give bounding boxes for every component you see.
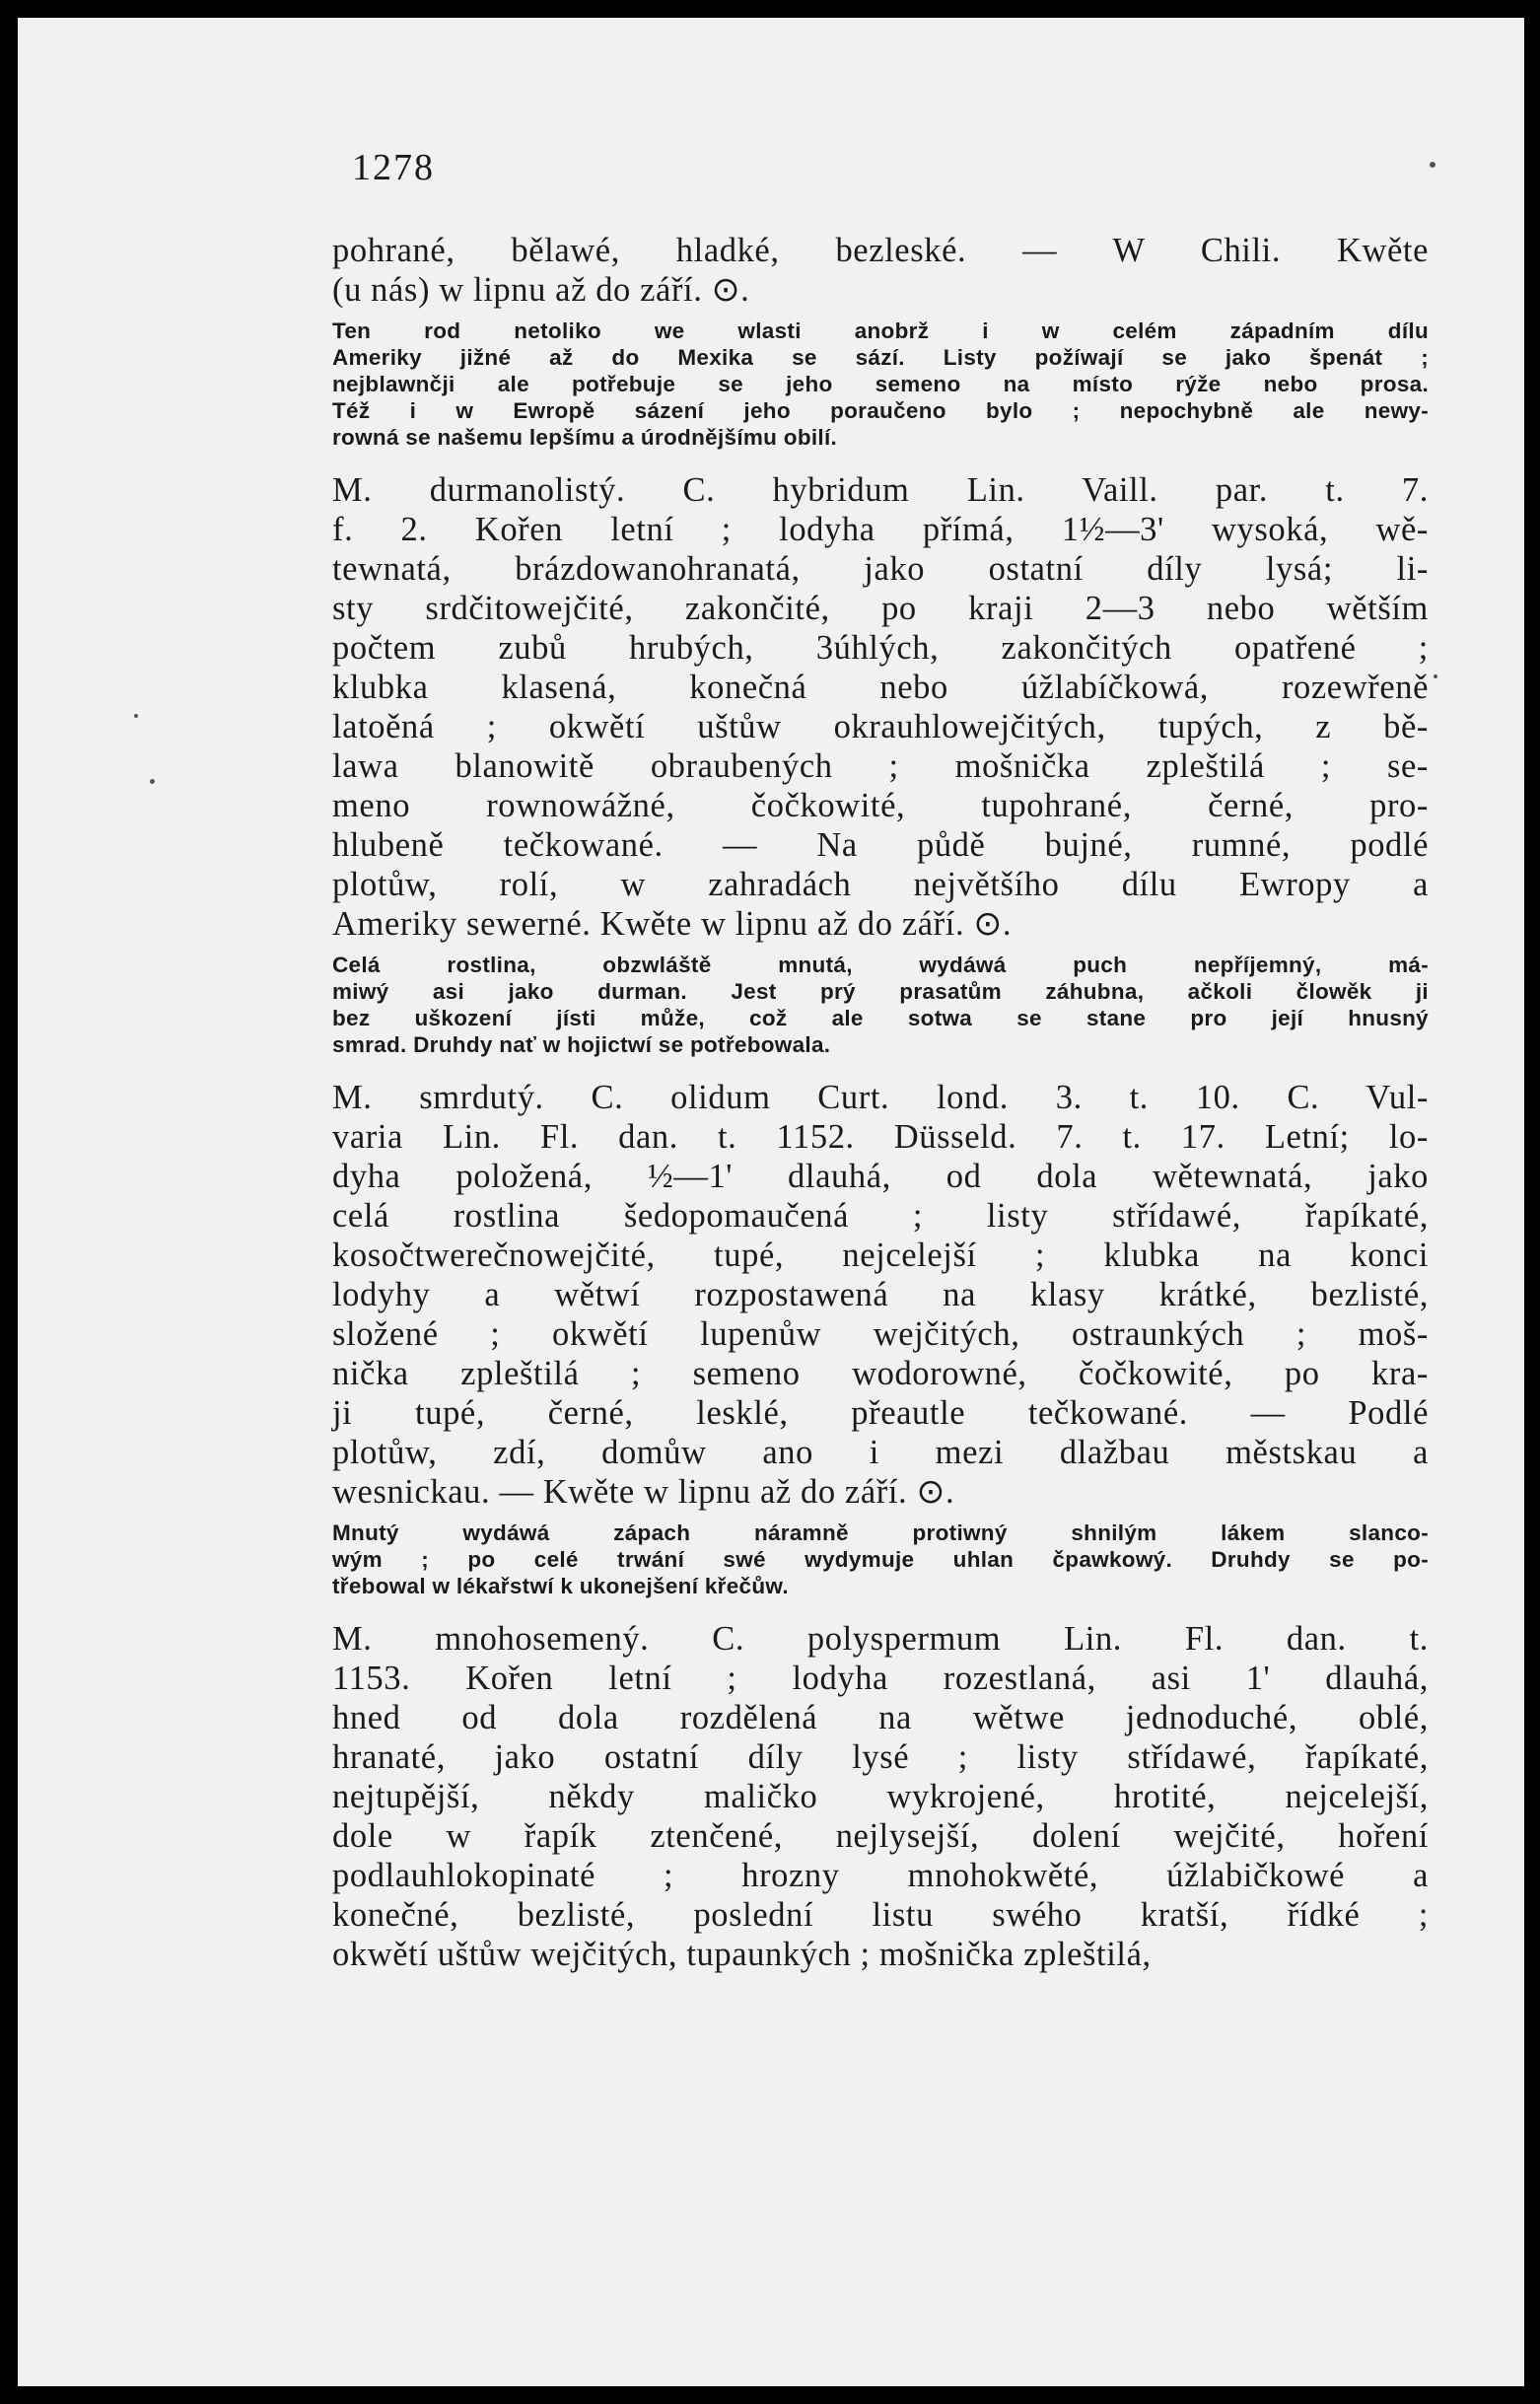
text-line: nejblawnčji ale potřebuje se jeho semeno na místo rýže nebo prosa.	[332, 372, 1429, 396]
text-line: počtem zubů hrubých, 3úhlých, zakončitých opatřené ;	[332, 629, 1429, 667]
text-line: celá rostlina šedopomaučená ; listy střídawé, řapíkaté,	[332, 1197, 1429, 1235]
text-line: nička zpleštilá ; semeno wodorowné, čočkowité, po kra-	[332, 1355, 1429, 1392]
speck	[134, 714, 138, 718]
text-line: wesnickau. — Kwěte w lipnu až do září. ⊙.	[332, 1473, 955, 1511]
text-line: 1153. Kořen letní ; lodyha rozestlaná, asi 1' dlauhá,	[332, 1660, 1429, 1697]
text-line: dole w řapík ztenčené, nejlysejší, dolení wejčité, hoření	[332, 1817, 1429, 1855]
speck	[1434, 674, 1437, 678]
text-line: M. smrdutý. C. olidum Curt. lond. 3. t. 10. C. Vul-	[332, 1079, 1429, 1116]
text-line: Mnutý wydáwá zápach náramně protiwný shnilým lákem slanco-	[332, 1520, 1429, 1545]
text-line: (u nás) w lipnu až do září. ⊙.	[332, 271, 750, 309]
text-line: M. durmanolistý. C. hybridum Lin. Vaill. par. t. 7.	[332, 471, 1429, 509]
text-line: Ameriky sewerné. Kwěte w lipnu až do září. ⊙.	[332, 905, 1013, 943]
text-line: podlauhlokopinaté ; hrozny mnohokwěté, úžlabičkowé a	[332, 1857, 1429, 1894]
text-line: kosočtwerečnowejčité, tupé, nejcelejší ; klubka na konci	[332, 1237, 1429, 1274]
text-line: složené ; okwětí lupenůw wejčitých, ostraunkých ; moš-	[332, 1315, 1429, 1353]
description-paragraph	[332, 470, 1429, 944]
text-line: plotůw, rolí, w zahradách největšího dílu Ewropy a	[332, 866, 1429, 903]
text-line: meno rownowážné, čočkowité, tupohrané, černé, pro-	[332, 787, 1429, 824]
text-line: bez uškození jísti může, což ale sotwa se stane pro její hnusný	[332, 1006, 1429, 1030]
text-line: plotůw, zdí, domůw ano i mezi dlažbau městskau a	[332, 1434, 1429, 1471]
text-line: latoěná ; okwětí uštůw okrauhlowejčitých, tupých, z bě-	[332, 708, 1429, 745]
text-line: Celá rostlina, obzwláště mnutá, wydáwá puch nepříjemný, má-	[332, 953, 1429, 977]
paragraphs	[332, 231, 1429, 1974]
description-paragraph	[332, 1078, 1429, 1512]
text-line: klubka klasená, konečná nebo úžlabíčkowá, rozewřeně	[332, 669, 1429, 706]
description-paragraph	[332, 231, 1429, 310]
text-line: pohrané, bělawé, hladké, bezleské. — W Chili. Kwěte	[332, 232, 1429, 269]
text-line: hranaté, jako ostatní díly lysé ; listy střídawé, řapíkaté,	[332, 1738, 1429, 1776]
text-line: smrad. Druhdy nať w hojictwí se potřebowala.	[332, 1032, 831, 1057]
page-number: 1278	[352, 147, 435, 188]
text-line: nejtupější, někdy maličko wykrojené, hrotité, nejcelejší,	[332, 1778, 1429, 1815]
text-line: rowná se našemu lepšímu a úrodnějšímu obilí.	[332, 425, 838, 450]
text-line: ji tupé, černé, lesklé, přeautle tečkowané. — Podlé	[332, 1394, 1429, 1432]
text-line: hned od dola rozdělená na wětwe jednoduché, oblé,	[332, 1699, 1429, 1736]
note-paragraph	[332, 952, 1429, 1058]
text-line: f. 2. Kořen letní ; lodyha přímá, 1½—3' wysoká, wě-	[332, 511, 1429, 548]
description-paragraph	[332, 1619, 1429, 1974]
text-line: hlubeně tečkowané. — Na půdě bujné, rumné, podlé	[332, 826, 1429, 864]
speck	[150, 779, 155, 784]
text-line: okwětí uštůw wejčitých, tupaunkých ; mošnička zpleštilá,	[332, 1936, 1152, 1973]
text-line: lawa blanowitě obraubených ; mošnička zpleštilá ; se-	[332, 747, 1429, 785]
note-paragraph	[332, 1520, 1429, 1599]
text-column	[332, 146, 1429, 1974]
text-line: Též i w Ewropě sázení jeho poraučeno bylo ; nepochybně ale newy-	[332, 398, 1429, 423]
text-line: wým ; po celé trwání swé wydymuje uhlan čpawkowý. Druhdy se po-	[332, 1547, 1429, 1572]
text-line: Ameriky jižné až do Mexika se sází. Listy požíwají se jako špenát ;	[332, 345, 1429, 370]
text-line: tewnatá, brázdowanohranatá, jako ostatní díly lysá; li-	[332, 550, 1429, 588]
text-line: Ten rod netoliko we wlasti anobrž i w celém západním dílu	[332, 318, 1429, 343]
text-line: lodyhy a wětwí rozpostawená na klasy krátké, bezlisté,	[332, 1276, 1429, 1313]
text-line: M. mnohosemený. C. polyspermum Lin. Fl. dan. t.	[332, 1620, 1429, 1658]
text-line: třebowal w lékařstwí k ukonejšení křečůw.	[332, 1574, 789, 1598]
text-line: konečné, bezlisté, poslední listu swého kratší, řídké ;	[332, 1896, 1429, 1934]
text-line: varia Lin. Fl. dan. t. 1152. Düsseld. 7. t. 17. Letní; lo-	[332, 1118, 1429, 1156]
book-page	[18, 18, 1524, 2386]
text-line: sty srdčitowejčité, zakončité, po kraji 2—3 nebo wětším	[332, 590, 1429, 627]
note-paragraph	[332, 318, 1429, 451]
text-line: dyha položená, ½—1' dlauhá, od dola wětewnatá, jako	[332, 1158, 1429, 1195]
text-line: miwý asi jako durman. Jest prý prasatům záhubna, ačkoli člowěk ji	[332, 979, 1429, 1004]
speck	[1430, 162, 1435, 168]
